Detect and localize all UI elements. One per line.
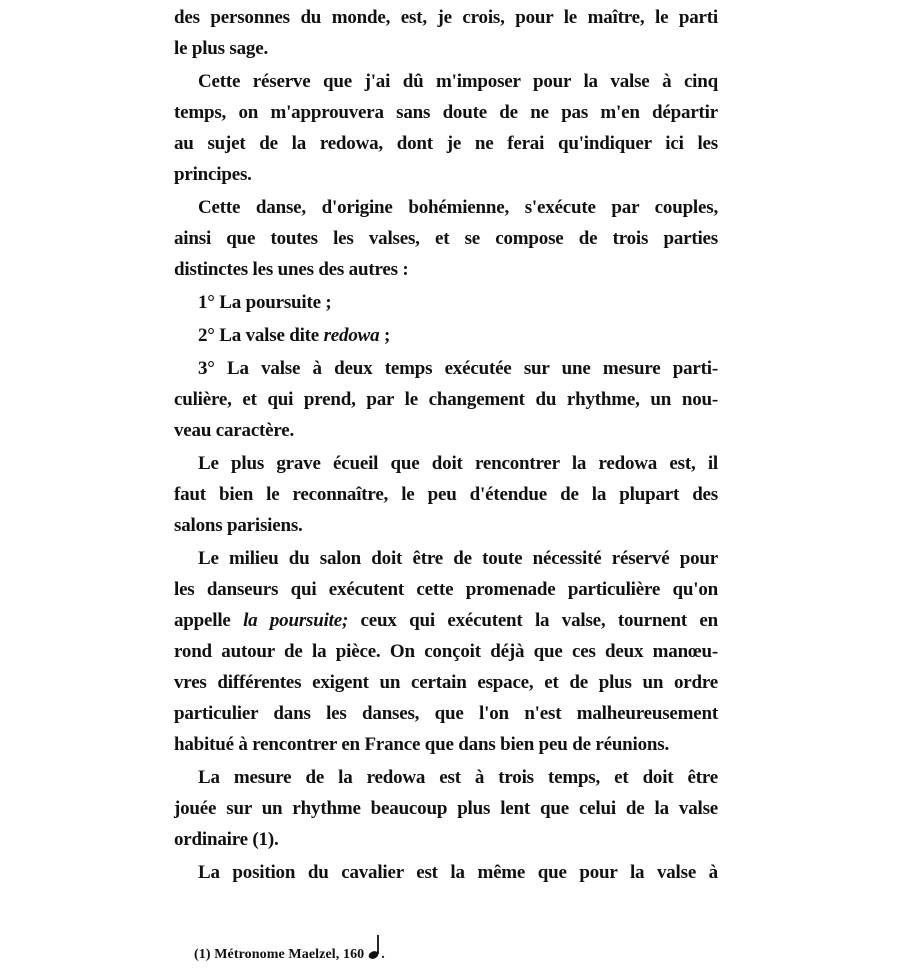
footnote [194,934,385,962]
text-line: salons parisiens. [174,515,303,536]
list-item [174,320,718,351]
main-text [174,2,718,888]
text-line: habitué à rencontrer en France que dans bien peu de réunions. [174,734,670,755]
italic-term: la poursuite; [243,610,349,631]
list-item: 1° La poursuite ; [198,292,332,313]
text-line: le plus sage. [174,38,268,59]
text-line: Le milieu du salon doit être de toute nécessité réservé pour [198,548,718,569]
text-line: particulier dans les danses, que l'on n'est malheureusement [174,703,718,724]
text-line: vres différentes exigent un certain espace, et de plus un ordre [174,672,718,693]
text-line: rond autour de la pièce. On conçoit déjà que ces deux manœu- [174,641,718,662]
footnote-text: (1) Métronome Maelzel, 160 [194,947,365,962]
text-line: au sujet de la redowa, dont je ne ferai qu'indiquer ici les [174,133,718,154]
text-line: Cette réserve que j'ai dû m'imposer pour la valse à cinq [198,71,718,92]
text-line [174,605,718,636]
text-line: ainsi que toutes les valses, et se compose de trois parties [174,228,718,249]
text-span: ceux qui exécutent la valse, tournent en [348,610,718,631]
text-line: culière, et qui prend, par le changement du rhythme, un nou- [174,389,718,410]
text-line: principes. [174,164,252,185]
half-note-icon [367,934,381,968]
text-line: La mesure de la redowa est à trois temps, et doit être [198,767,718,788]
text-line: ordinaire (1). [174,829,279,850]
text-line: La position du cavalier est la même que pour la valse à [198,862,718,883]
text-line: distinctes les unes des autres : [174,259,409,280]
list-item-text: 2° La valse dite [198,325,324,346]
italic-term: redowa [323,325,380,346]
text-line: les danseurs qui exécutent cette promenade particulière qu'on [174,579,718,600]
text-line: veau caractère. [174,420,295,441]
text-span: appelle [174,610,244,631]
list-item: 3° La valse à deux temps exécutée sur une mesure parti- [198,358,718,379]
text-line: Le plus grave écueil que doit rencontrer la redowa est, il [198,453,718,474]
text-line: temps, on m'approuvera sans doute de ne pas m'en départir [174,102,718,123]
text-line: faut bien le reconnaître, le peu d'étendue de la plupart des [174,484,718,505]
footnote-punct: . [381,947,385,962]
list-item-text: ; [379,325,391,346]
text-line: Cette danse, d'origine bohémienne, s'exécute par couples, [198,197,718,218]
text-line: des personnes du monde, est, je crois, pour le maître, le parti [174,7,718,28]
text-line: jouée sur un rhythme beaucoup plus lent que celui de la valse [174,798,718,819]
